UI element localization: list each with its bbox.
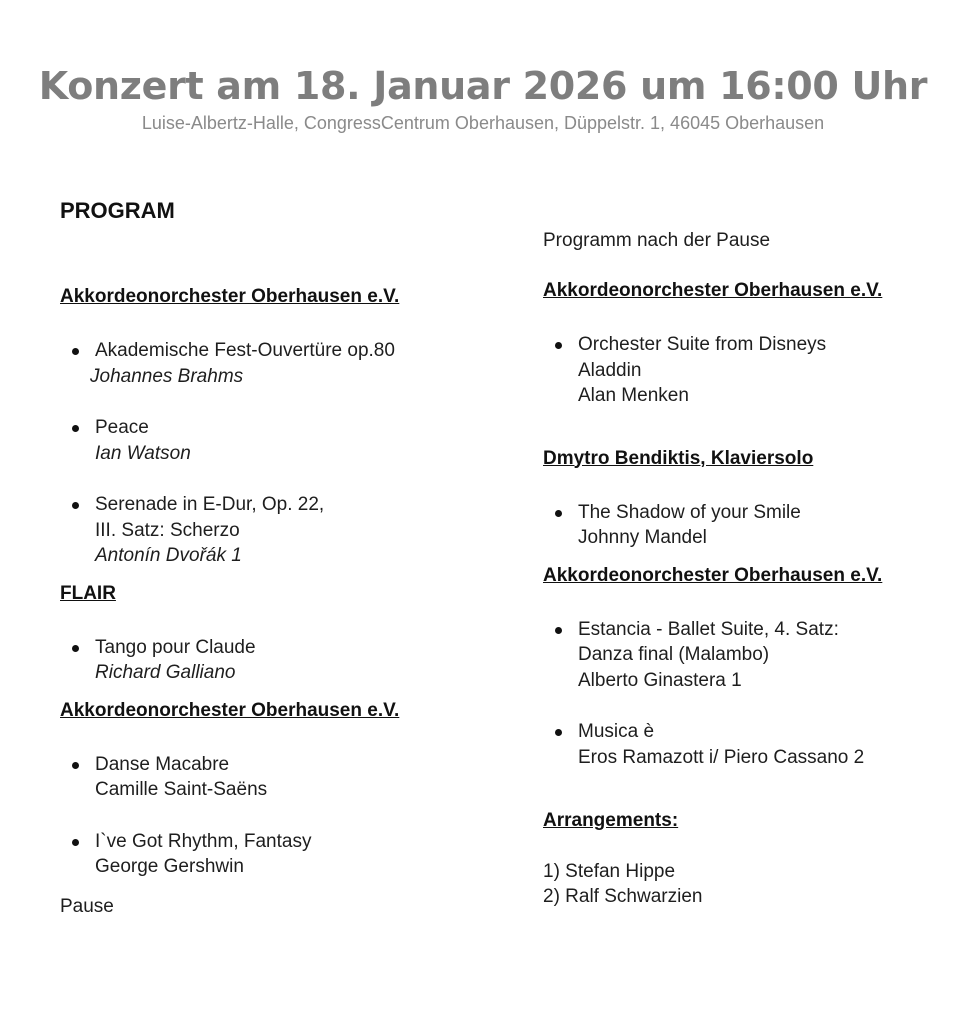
program-left-column (60, 198, 490, 919)
piece-title: Danse Macabre (95, 753, 230, 775)
section-title: FLAIR (60, 582, 116, 604)
piece-item (60, 829, 490, 880)
arrangements-section (543, 810, 953, 909)
piece-item (60, 752, 490, 803)
piece-item (60, 492, 490, 569)
section-title: Dmytro Bendiktis, Klaviersolo (543, 447, 814, 469)
piece-item (543, 617, 953, 694)
section-orchestra-4 (543, 565, 953, 771)
piece-list (60, 752, 490, 880)
pause-label: Pause (60, 895, 114, 917)
section-title: Akkordeonorchester Oberhausen e.V. (60, 286, 400, 307)
piece-item (543, 500, 953, 551)
piece-list (543, 617, 953, 771)
piece-composer: George Gershwin (95, 856, 244, 877)
arrangement-item: 1) Stefan Hippe (543, 861, 676, 882)
piece-composer: Alberto Ginastera 1 (578, 669, 742, 691)
piece-title: The Shadow of your Smile (578, 501, 801, 523)
piece-item (60, 338, 490, 389)
piece-composer: Antonín Dvořák 1 (95, 545, 242, 566)
piece-title: Serenade in E-Dur, Op. 22, (95, 494, 325, 515)
venue-address: Luise-Albertz-Halle, CongressCentrum Oberhausen, Düppelstr. 1, 46045 Oberhausen (141, 113, 825, 133)
piece-list (60, 635, 490, 686)
section-title: Akkordeonorchester Oberhausen e.V. (543, 280, 883, 301)
program-heading: PROGRAM (60, 198, 175, 223)
concert-title: Konzert am 18. Januar 2026 um 16:00 Uhr (38, 64, 928, 108)
piece-list (543, 500, 953, 551)
arrangement-item: 2) Ralf Schwarzien (543, 886, 703, 907)
piece-item (60, 415, 490, 466)
piece-title: Musica è (578, 721, 655, 742)
piece-title: Tango pour Claude (95, 636, 256, 658)
section-orchestra-1 (60, 286, 490, 569)
arrangements-title: Arrangements: (543, 810, 679, 831)
piece-title: Peace (95, 417, 149, 438)
piece-subtitle: Aladdin (578, 359, 642, 381)
piece-item (543, 332, 953, 409)
piece-composer: Richard Galliano (95, 662, 236, 683)
section-flair (60, 583, 490, 686)
piece-composer: Camille Saint-Saëns (95, 779, 268, 800)
section-piano-solo (543, 448, 953, 551)
piece-composer: Johannes Brahms (90, 365, 244, 387)
piece-composer: Johnny Mandel (578, 527, 707, 548)
section-title: Akkordeonorchester Oberhausen e.V. (543, 564, 883, 586)
after-pause-intro: Programm nach der Pause (543, 230, 771, 251)
piece-title: I`ve Got Rhythm, Fantasy (95, 830, 312, 852)
piece-subtitle: Danza final (Malambo) (578, 644, 770, 665)
section-orchestra-3 (543, 280, 953, 409)
section-orchestra-2 (60, 700, 490, 880)
program-right-column (543, 228, 953, 909)
piece-item (60, 635, 490, 686)
piece-list (60, 338, 490, 569)
piece-title: Orchester Suite from Disneys (578, 334, 827, 355)
piece-title: Akademische Fest-Ouvertüre op.80 (95, 340, 395, 361)
piece-subtitle: III. Satz: Scherzo (95, 519, 240, 541)
piece-item (543, 719, 953, 770)
piece-composer: Alan Menken (578, 385, 689, 406)
piece-list (543, 332, 953, 409)
piece-title: Estancia - Ballet Suite, 4. Satz: (578, 618, 839, 640)
piece-composer: Eros Ramazott i/ Piero Cassano 2 (578, 746, 865, 768)
section-title: Akkordeonorchester Oberhausen e.V. (60, 699, 400, 721)
piece-composer: Ian Watson (95, 442, 191, 464)
